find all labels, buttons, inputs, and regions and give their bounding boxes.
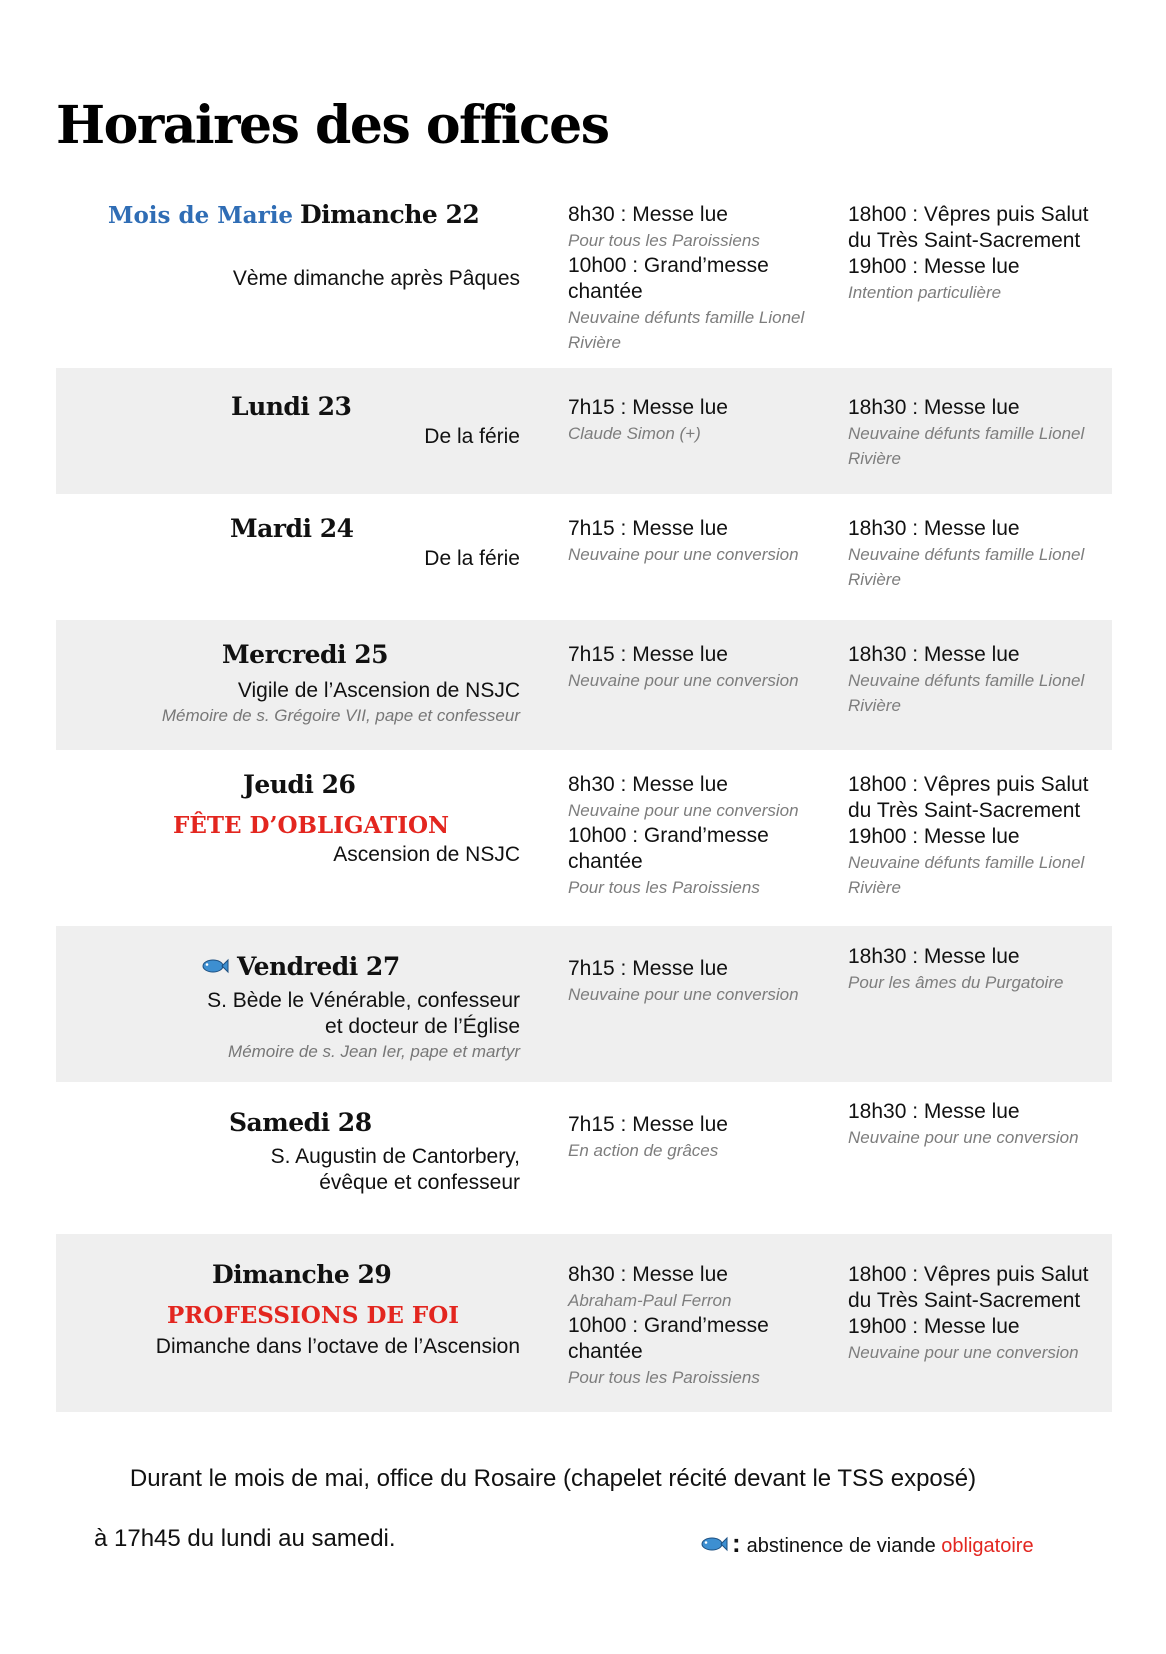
evening-services (848, 516, 1110, 592)
service-intention: Pour tous les Paroissiens (568, 231, 760, 250)
morning-services (568, 956, 833, 1007)
service-time: 18h00 : Vêpres puis Salut du Très Saint-Sacrement (848, 203, 1089, 252)
evening-services (848, 1099, 1110, 1150)
evening-services (848, 772, 1110, 900)
service-time: 8h30 : Messe lue (568, 1263, 728, 1286)
day-subtitle: Dimanche dans l’octave de l’Ascension (155, 1335, 520, 1358)
day-label: Dimanche 22 (300, 200, 480, 229)
service-intention: Neuvaine pour une conversion (568, 671, 799, 690)
morning-services (568, 395, 833, 446)
service-time: 10h00 : Grand’messe chantée (568, 254, 769, 303)
day-label: Mercredi 25 (222, 640, 389, 669)
schedule-row-jeudi-26 (56, 750, 1112, 926)
day-label: Dimanche 29 (212, 1260, 392, 1289)
service-intention: Pour tous les Paroissiens (568, 1368, 760, 1387)
service-time: 19h00 : Messe lue (848, 1315, 1020, 1338)
memorial-note: Mémoire de s. Jean Ier, pape et martyr (228, 1042, 520, 1061)
service-time: 7h15 : Messe lue (568, 517, 728, 540)
service-intention: Neuvaine défunts famille Lionel Rivière (848, 671, 1085, 715)
month-tag: Mois de Marie (108, 202, 294, 229)
service-intention: Claude Simon (+) (568, 424, 701, 443)
service-time: 18h00 : Vêpres puis Salut du Très Saint-Sacrement (848, 1263, 1089, 1312)
service-intention: Neuvaine pour une conversion (848, 1128, 1079, 1147)
rosary-note: Durant le mois de mai, office du Rosaire (chapelet récité devant le TSS exposé) (129, 1465, 977, 1492)
day-subtitle: Ascension de NSJC (333, 843, 520, 866)
morning-services (568, 1262, 833, 1390)
profession-badge: PROFESSIONS DE FOI (167, 1302, 460, 1329)
service-time: 18h30 : Messe lue (848, 643, 1020, 666)
evening-services (848, 1262, 1110, 1365)
service-intention: Neuvaine défunts famille Lionel Rivière (568, 308, 805, 352)
legend-colon: : (732, 1528, 741, 1558)
day-label: Vendredi 27 (237, 952, 400, 981)
evening-services (848, 944, 1110, 995)
schedule-row-dimanche-29 (56, 1234, 1112, 1412)
service-time: 18h30 : Messe lue (848, 396, 1020, 419)
service-intention: Intention particulière (848, 283, 1002, 302)
service-intention: En action de grâces (568, 1141, 719, 1160)
service-time: 19h00 : Messe lue (848, 255, 1020, 278)
service-time: 8h30 : Messe lue (568, 773, 728, 796)
abstinence-legend (700, 1528, 1034, 1560)
service-intention: Neuvaine pour une conversion (568, 985, 799, 1004)
service-time: 7h15 : Messe lue (568, 643, 728, 666)
morning-services (568, 516, 833, 567)
fish-icon (201, 956, 229, 981)
service-intention: Neuvaine défunts famille Lionel Rivière (848, 853, 1085, 897)
fish-icon (700, 1534, 728, 1560)
service-time: 18h30 : Messe lue (848, 945, 1020, 968)
schedule-row-samedi-28 (56, 1082, 1112, 1234)
schedule-row-vendredi-27 (56, 926, 1112, 1082)
day-label: Samedi 28 (229, 1108, 372, 1137)
day-subtitle-line2: évêque et confesseur (319, 1171, 520, 1194)
service-intention: Pour tous les Paroissiens (568, 878, 760, 897)
service-time: 10h00 : Grand’messe chantée (568, 1314, 769, 1363)
schedule-row-lundi-23 (56, 368, 1112, 494)
schedule-row-mardi-24 (56, 494, 1112, 620)
page-title: Horaires des offices (56, 95, 609, 156)
day-label: Mardi 24 (230, 514, 354, 543)
schedule-table (56, 200, 1112, 1412)
service-intention: Neuvaine pour une conversion (848, 1343, 1079, 1362)
service-time: 7h15 : Messe lue (568, 957, 728, 980)
service-intention: Pour les âmes du Purgatoire (848, 973, 1064, 992)
day-label: Lundi 23 (231, 392, 352, 421)
legend-text: abstinence de viande (746, 1535, 936, 1557)
service-time: 18h30 : Messe lue (848, 1100, 1020, 1123)
day-subtitle: Vème dimanche après Pâques (232, 267, 520, 290)
evening-services (848, 642, 1110, 718)
evening-services (848, 202, 1110, 305)
service-intention: Neuvaine pour une conversion (568, 545, 799, 564)
legend-emphasis: obligatoire (941, 1535, 1034, 1557)
service-time: 7h15 : Messe lue (568, 396, 728, 419)
day-subtitle: De la férie (424, 425, 520, 448)
day-label: Jeudi 26 (243, 770, 356, 799)
service-intention: Abraham-Paul Ferron (568, 1291, 732, 1310)
schedule-row-mercredi-25 (56, 620, 1112, 750)
service-intention: Neuvaine défunts famille Lionel Rivière (848, 545, 1085, 589)
service-intention: Neuvaine pour une conversion (568, 801, 799, 820)
day-subtitle: De la férie (424, 547, 520, 570)
service-time: 7h15 : Messe lue (568, 1113, 728, 1136)
service-time: 8h30 : Messe lue (568, 203, 728, 226)
evening-services (848, 395, 1110, 471)
day-subtitle-line1: S. Augustin de Cantorbery, (270, 1145, 520, 1168)
service-intention: Neuvaine défunts famille Lionel Rivière (848, 424, 1085, 468)
service-time: 18h00 : Vêpres puis Salut du Très Saint-Sacrement (848, 773, 1089, 822)
morning-services (568, 772, 833, 900)
service-time: 10h00 : Grand’messe chantée (568, 824, 769, 873)
morning-services (568, 1112, 833, 1163)
rosary-time: à 17h45 du lundi au samedi. (94, 1525, 396, 1552)
day-subtitle: Vigile de l’Ascension de NSJC (237, 679, 520, 702)
morning-services (568, 202, 833, 355)
day-subtitle-line1: S. Bède le Vénérable, confesseur (207, 989, 520, 1012)
obligation-badge: FÊTE D’OBLIGATION (173, 812, 450, 839)
day-subtitle-line2: et docteur de l’Église (325, 1015, 520, 1038)
memorial-note: Mémoire de s. Grégoire VII, pape et confesseur (161, 706, 520, 725)
schedule-row-dimanche-22 (56, 200, 1112, 368)
morning-services (568, 642, 833, 693)
service-time: 18h30 : Messe lue (848, 517, 1020, 540)
service-time: 19h00 : Messe lue (848, 825, 1020, 848)
